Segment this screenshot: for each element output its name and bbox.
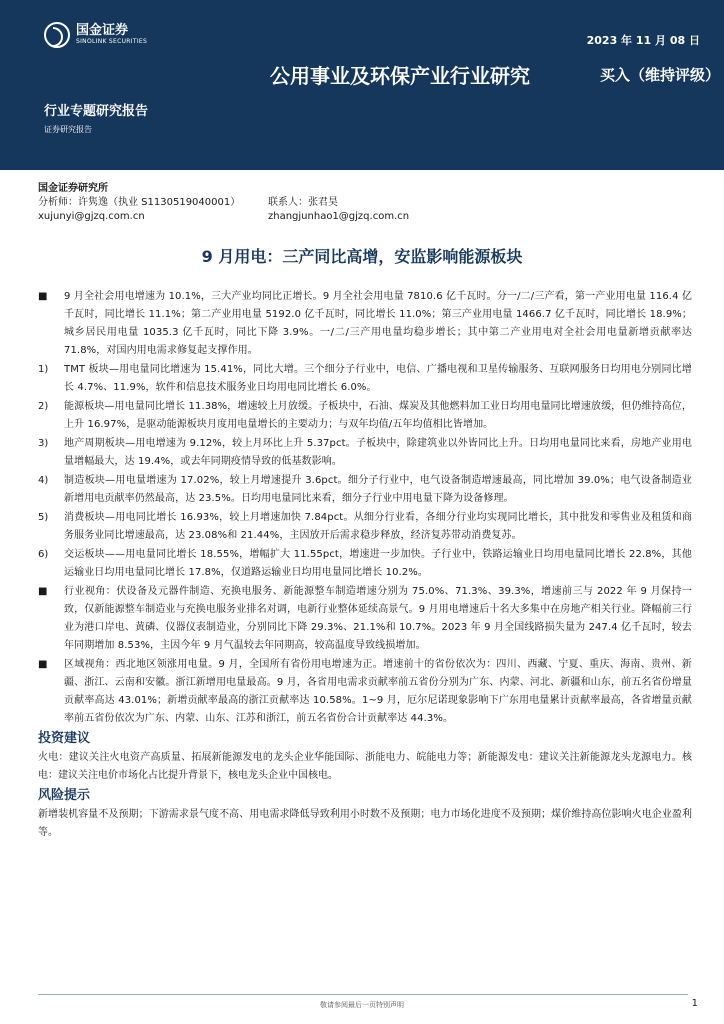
sector-item: [38, 509, 692, 545]
contact-email[interactable]: zhangjunhao1@gjzq.com.cn: [268, 211, 410, 222]
contact-label: 联系人：张君昊: [268, 197, 338, 208]
item-text: 能源板块—用电量同比增长 11.38%，增速较上月放缓。子板块中，石油、煤炭及其他燃料加工业日均用电量同比增速放缓，但仍维持高位，上升 16.97%，是驱动能源板块月度用电量增长的主要动力；与双年均值/五年均值相比皆增加。: [64, 401, 692, 430]
report-body: [38, 288, 692, 842]
logo-text-en: SINOLINK SECURITIES: [76, 38, 148, 45]
item-text: 制造板块—用电量增速为 17.02%，较上月增速提升 3.6pct。细分子行业中，电气设备制造增速最高，同比增加 39.0%；电气设备制造业新增用电贡献率仍然最高，达 23.5%。日均用电量同比来看，细分子行业中用电量下降为设备修理。: [64, 475, 692, 504]
industry-view-item: [38, 583, 692, 655]
report-headline: 9 月用电：三产同比高增，安监影响能源板块: [201, 247, 523, 266]
footer-divider: [38, 994, 688, 995]
sector-item: [38, 472, 692, 508]
region-view-item: [38, 656, 692, 728]
footer-disclaimer[interactable]: 敬请参阅最后一页特别声明: [320, 1001, 404, 1009]
item-marker: 1): [38, 364, 49, 375]
research-institute: 国金证券研究所: [38, 183, 108, 194]
item-text: 地产周期板块—用电增速为 9.12%，较上月环比上升 5.37pct。子板块中，除建筑业以外皆同比上升。日均用电量同比来看，房地产业用电量增幅最大，达 19.4%，或去年同期疫情导致的低基数影响。: [64, 438, 692, 467]
item-marker: ■: [38, 659, 48, 670]
logo-text-cn: 国金证券: [76, 23, 129, 38]
investment-heading: 投资建议: [38, 731, 91, 746]
item-marker: 2): [38, 401, 49, 412]
sector-item: [38, 546, 692, 582]
item-text: TMT 板块—用电量同比增速为 15.41%，同比大增。三个细分子行业中，电信、广播电视和卫星传输服务、互联网服务日均用电分别同比增长 4.7%、11.9%，软件和信息技术服务业日均用电同比增长 6.0%。: [64, 364, 692, 393]
item-marker: ■: [38, 586, 48, 597]
item-text: 区域视角：西北地区领涨用电量。9 月，全国所有省份用电增速为正。增速前十的省份依次为：四川、西藏、宁夏、重庆、海南、贵州、新疆、浙江、云南和安徽。浙江新增用电量最高。9 月，各省用电需求贡献率前五省份分别为广东、内蒙、河北、新疆和山东，前五名省份增量贡献率高达 43.01%；新增贡献率最高的浙江贡献率达 10.58%。1~9 月，厄尔尼诺现象影响下广东用电量累计贡献率最高，各省增量贡献率前五省份依次为广东、内蒙、山东、江苏和浙江，前五名省份合计贡献率达 44.3%。: [64, 659, 692, 724]
sector-item: [38, 435, 692, 471]
author-info: [38, 182, 688, 224]
report-type: 行业专题研究报告: [44, 104, 149, 119]
item-marker: ■: [38, 291, 48, 302]
sinolink-logo-icon: [44, 22, 70, 48]
summary-item: [38, 288, 692, 360]
risk-text: 新增装机容量不及预期；下游需求景气度不高、用电需求降低导致利用小时数不及预期；电力市场化进度不及预期；煤价维持高位影响火电企业盈利等。: [38, 809, 692, 838]
page-number: 1: [691, 998, 698, 1009]
brand-logo: [44, 22, 147, 48]
item-text: 行业视角：伏设备及元器件制造、充换电服务、新能源整车制造增速分别为 75.0%、71.3%、39.3%，增速前三与 2022 年 9 月保持一致，仅新能源整车制造业与充换电服务业排名对调，电新行业整体延续高景气。9 月用电增速后十名大多集中在房地产相关行业。降幅前三行业为港口岸电、黄磷、仪器仪表制造业，分别同比下降 29.3%、21.1%和 10.7%。2023 年 9 月全国线路损失量为 247.4 亿千瓦时，较去年同期增加 8.53%，主因今年 9 月气温较去年同期高，较高温度导致线损增加。: [64, 586, 692, 651]
item-marker: 6): [38, 549, 49, 560]
sector-item: [38, 361, 692, 397]
item-marker: 4): [38, 475, 49, 486]
report-title: 公用事业及环保产业行业研究: [270, 64, 530, 88]
item-text: 消费板块—用电同比增长 16.93%，较上月增速加快 7.84pct。从细分行业看，各细分行业均实现同比增长，其中批发和零售业及租赁和商务服务业同比增速最高，达 23.08%和 21.44%，主因放开后需求稳步释放，经济复苏带动消费复苏。: [64, 512, 692, 541]
investment-text: 火电：建议关注火电资产高质量、拓展新能源发电的龙头企业华能国际、浙能电力、皖能电力等；新能源发电：建议关注新能源龙头龙源电力。核电：建议关注电价市场化占比提升背景下，核电龙头企业中国核电。: [38, 752, 692, 781]
report-header: [0, 0, 724, 170]
analyst-label: 分析师：许隽逸（执业 S1130519040001）: [38, 197, 241, 208]
rating-badge: 买入（维持评级）: [600, 66, 721, 84]
analyst-email[interactable]: xujunyi@gjzq.com.cn: [38, 211, 145, 222]
report-date: 2023 年 11 月 08 日: [586, 34, 700, 47]
report-subtype: 证券研究报告: [44, 125, 92, 134]
item-text: 9 月全社会用电增速为 10.1%，三大产业均同比正增长。9 月全社会用电量 7810.6 亿千瓦时。分一/二/三产看，第一产业用电量 116.4 亿千瓦时，同比增长 11.1%；第二产业用电量 5192.0 亿千瓦时，同比增长 11.0%；第三产业用电量 1466.7 亿千瓦时，同比增长 18.9%；城乡居民用电量 1035.3 亿千瓦时，同比下降 3.9%。一/二/三产用电量均稳步增长；其中第二产业用电对全社会用电量新增贡献率达 71.8%，对国内用电需求修复起支撑作用。: [64, 291, 692, 356]
risk-heading: 风险提示: [38, 788, 91, 803]
item-marker: 3): [38, 438, 49, 449]
item-marker: 5): [38, 512, 49, 523]
item-text: 交运板块——用电量同比增长 18.55%，增幅扩大 11.55pct，增速进一步加快。子行业中，铁路运输业日均用电量同比增长 22.8%，其他运输业日均用电量同比增长 17.8%，仅道路运输业日均用电量同比增长 10.2%。: [64, 549, 692, 578]
sector-item: [38, 398, 692, 434]
